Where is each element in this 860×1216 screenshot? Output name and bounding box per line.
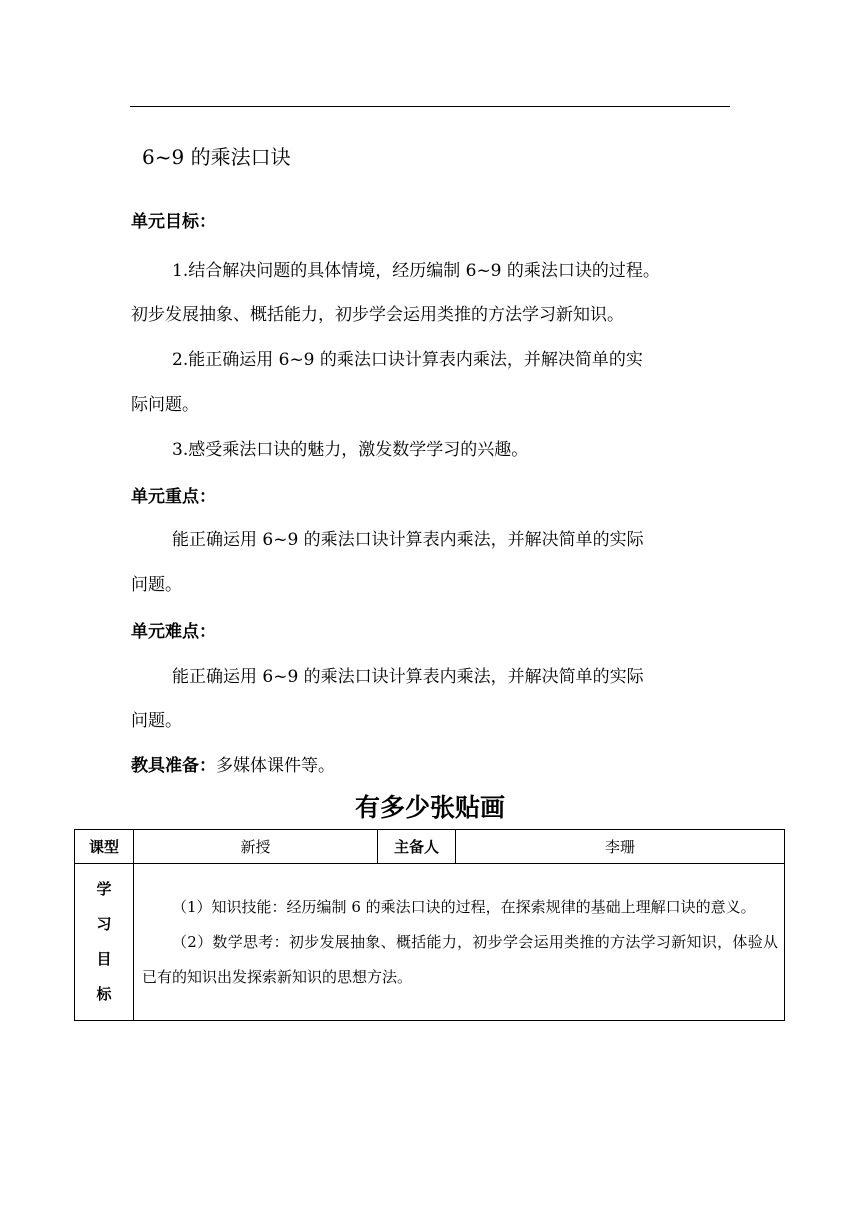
goals-label-char: 标 [96,985,112,1003]
goal-1-line-1: 1.结合解决问题的具体情境，经历编制 6~9 的乘法口诀的过程。 [172,261,660,281]
goal-thinking: （2）数学思考：初步发展抽象、概括能力，初步学会运用类推的方法学习新知识，体验从已有的知识出发探索新知识的思想方法。 [142,932,778,986]
lesson-info-table [74,829,785,1021]
lead-label: 主备人 [378,830,456,864]
key-line-1: 能正确运用 6~9 的乘法口诀计算表内乘法，并解决简单的实际 [172,530,644,550]
goals-label-char: 习 [96,915,112,933]
difficulty-line-1: 能正确运用 6~9 的乘法口诀计算表内乘法，并解决简单的实际 [172,667,644,687]
table-row [75,830,785,864]
header-rule [130,106,730,107]
goal-2-line-2: 际问题。 [131,395,199,415]
difficulty-heading: 单元难点： [131,622,216,642]
materials-value: 多媒体课件等。 [216,756,335,776]
lead-value: 李珊 [456,830,785,864]
goals-label-char: 目 [96,950,112,968]
key-line-2: 问题。 [131,575,182,595]
goal-knowledge: （1）知识技能：经历编制 6 的乘法口诀的过程，在探索规律的基础上理解口诀的意义。 [172,897,756,916]
goal-3: 3.感受乘法口诀的魅力，激发数学学习的兴趣。 [172,440,529,460]
materials-line [131,751,335,776]
type-label: 课型 [75,830,134,864]
type-value: 新授 [134,830,378,864]
lesson-title: 有多少张贴画 [354,793,505,822]
difficulty-line-2: 问题。 [131,711,182,731]
unit-title: 6~9 的乘法口诀 [142,145,291,169]
table-row [75,864,785,1021]
goals-content [134,864,785,1021]
goal-2-line-1: 2.能正确运用 6~9 的乘法口诀计算表内乘法，并解决简单的实 [172,350,643,370]
goals-heading: 单元目标： [131,212,216,232]
materials-label: 教具准备： [131,756,216,776]
goal-1-line-2: 初步发展抽象、概括能力，初步学会运用类推的方法学习新知识。 [131,305,624,325]
goals-label [75,864,134,1021]
key-heading: 单元重点： [131,487,216,507]
goals-label-char: 学 [96,880,112,898]
